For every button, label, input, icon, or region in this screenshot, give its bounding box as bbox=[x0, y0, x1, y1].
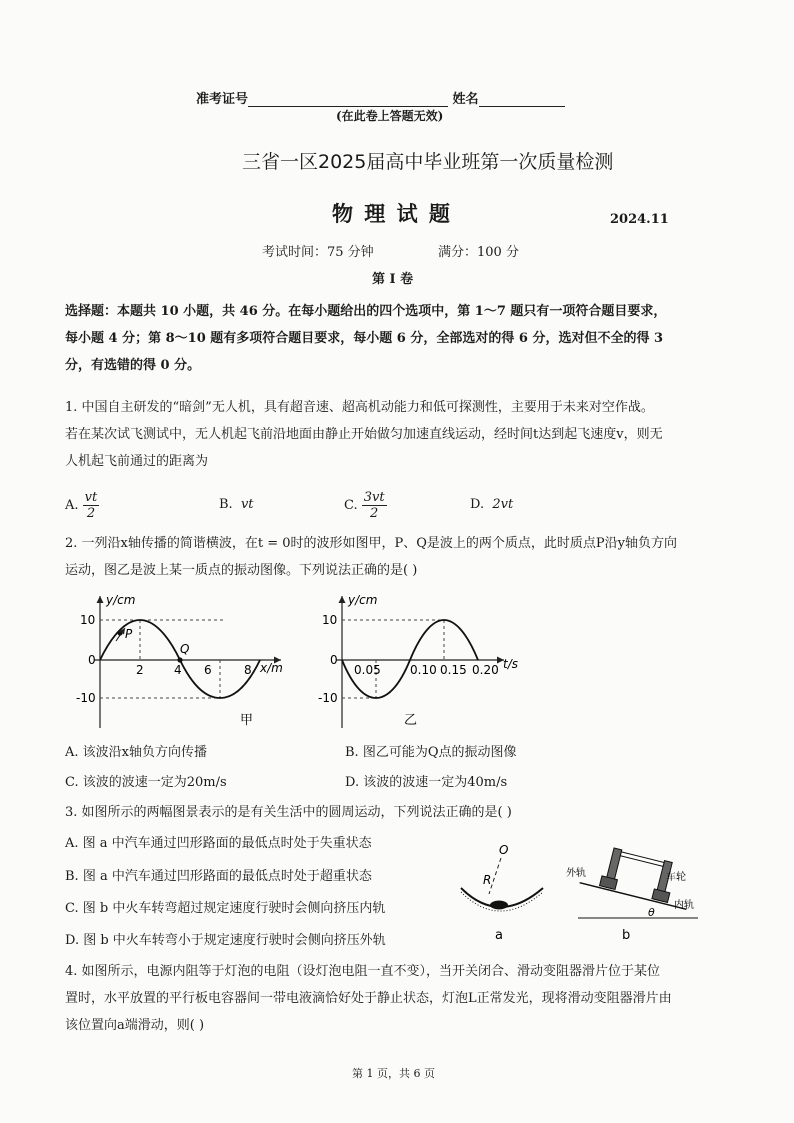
vibration-graph-b bbox=[316, 590, 516, 735]
point-q-marker bbox=[177, 657, 182, 662]
figure-caption: b bbox=[622, 928, 631, 943]
q3-option-a[interactable]: A. 图 a 中汽车通过凹形路面的最低点时处于失重状态 bbox=[65, 836, 372, 851]
question-4-line: 4. 如图所示，电源内阻等于灯泡的电阻（设灯泡电阻一直不变），当开关闭合、滑动变阻器滑片位于某位 bbox=[65, 964, 661, 979]
exam-date: 2024.11 bbox=[610, 212, 669, 227]
exam-number-row bbox=[196, 88, 565, 107]
q2-option-b[interactable]: B. 图乙可能为Q点的振动图像 bbox=[345, 745, 517, 760]
question-1-line: 1. 中国自主研发的“暗剑”无人机，具有超音速、超高机动能力和低可探测性，主要用于未来对空作战。 bbox=[65, 400, 654, 415]
slope-surface bbox=[580, 883, 687, 910]
question-2-line: 2. 一列沿x轴传播的简谐横波，在t = 0时的波形如图甲，P、Q是波上的两个质点，此时质点P沿y轴负方向 bbox=[65, 536, 678, 551]
q1-option-b[interactable] bbox=[219, 497, 254, 512]
fraction bbox=[362, 490, 387, 521]
q3-option-d[interactable]: D. 图 b 中火车转弯小于规定速度行驶时会侧向挤压外轨 bbox=[65, 933, 386, 948]
q1-option-c[interactable] bbox=[344, 490, 387, 521]
y-tick-label: 10 bbox=[80, 613, 96, 627]
instructions-line: 选择题：本题共 10 小题，共 46 分。在每小题给出的四个选项中，第 1～7 题只有一项符合题目要求， bbox=[65, 304, 667, 319]
volume-label: 第 I 卷 bbox=[372, 272, 414, 287]
radius-r-label: R bbox=[483, 873, 492, 887]
y-axis-label: y/cm bbox=[348, 593, 378, 607]
y-tick-label: 0 bbox=[88, 653, 96, 667]
option-letter: C. bbox=[344, 498, 358, 513]
option-text: 2vt bbox=[492, 497, 514, 512]
outer-rail-label: 外轨 bbox=[566, 868, 586, 879]
rail-inner bbox=[652, 889, 670, 903]
x-axis-label: x/m bbox=[260, 661, 283, 675]
x-tick-label: 0.15 bbox=[440, 663, 467, 677]
denominator: 2 bbox=[86, 506, 96, 521]
inner-rail-label: 内轨 bbox=[674, 900, 694, 911]
y-tick-label: -10 bbox=[318, 691, 338, 705]
x-axis-label: t/s bbox=[503, 657, 518, 671]
graph-caption: 甲 bbox=[240, 713, 254, 728]
exam-number-label: 准考证号 bbox=[196, 92, 249, 107]
subject-title: 物 理 试 题 bbox=[332, 201, 452, 226]
q2-option-c[interactable]: C. 该波的波速一定为20m/s bbox=[65, 775, 227, 790]
name-blank[interactable] bbox=[479, 92, 565, 107]
center-o-label: O bbox=[499, 843, 509, 857]
x-tick-label: 0.20 bbox=[472, 663, 499, 677]
numerator: 3vt bbox=[363, 490, 385, 505]
x-tick-label: 0.05 bbox=[354, 663, 381, 677]
q1-option-d[interactable] bbox=[470, 497, 513, 512]
page-footer: 第 1 页，共 6 页 bbox=[352, 1067, 435, 1080]
question-4 bbox=[65, 958, 725, 1039]
exam-full-score: 满分：100 分 bbox=[438, 245, 519, 260]
y-tick-label: 10 bbox=[322, 613, 338, 627]
instructions-line: 分，有选错的得 0 分。 bbox=[65, 358, 201, 373]
figure-b-train-turn bbox=[558, 836, 708, 946]
exam-title: 三省一区2025届高中毕业班第一次质量检测 bbox=[242, 151, 614, 173]
wheel-label: 车轮 bbox=[666, 872, 686, 883]
x-tick-label: 6 bbox=[204, 663, 212, 677]
x-tick-label: 0.10 bbox=[410, 663, 437, 677]
instructions-line: 每小题 4 分；第 8～10 题有多项符合题目要求，每小题 6 分，全部选对的得 6 分，选对但不全的得 3 bbox=[65, 331, 664, 346]
q3-option-c[interactable]: C. 图 b 中火车转弯超过规定速度行驶时会侧向挤压内轨 bbox=[65, 901, 386, 916]
option-text: vt bbox=[240, 497, 254, 512]
no-answer-note: (在此卷上答题无效) bbox=[336, 109, 444, 123]
axle bbox=[620, 852, 664, 867]
exam-time: 考试时间：75 分钟 bbox=[262, 245, 374, 260]
question-1-line: 若在某次试飞测试中，无人机起飞前沿地面由静止开始做匀加速直线运动，经时间t达到起飞速度v，则无 bbox=[65, 427, 663, 442]
question-1 bbox=[65, 394, 725, 475]
question-4-line: 置时，水平放置的平行板电容器间一带电液滴恰好处于静止状态，灯泡L正常发光，现将滑动变阻器滑片由 bbox=[65, 991, 672, 1006]
angle-theta-label: θ bbox=[648, 906, 655, 919]
q2-option-d[interactable]: D. 该波的波速一定为40m/s bbox=[345, 775, 508, 790]
car-icon bbox=[490, 901, 508, 910]
point-p-label: P bbox=[125, 627, 133, 641]
question-2 bbox=[65, 530, 725, 584]
wave-graph-a bbox=[76, 590, 301, 735]
q3-option-b[interactable]: B. 图 a 中汽车通过凹形路面的最低点时处于超重状态 bbox=[65, 869, 372, 884]
x-tick-label: 8 bbox=[244, 663, 252, 677]
question-1-line: 人机起飞前通过的距离为 bbox=[65, 454, 209, 469]
figure-caption: a bbox=[495, 928, 503, 943]
question-4-line: 该位置向a端滑动，则( ) bbox=[65, 1018, 205, 1033]
question-2-line: 运动，图乙是波上某一质点的振动图像。下列说法正确的是( ) bbox=[65, 563, 418, 578]
option-letter: D. bbox=[470, 497, 485, 512]
exam-number-blank[interactable] bbox=[248, 92, 448, 107]
x-tick-label: 4 bbox=[174, 663, 182, 677]
instructions bbox=[65, 298, 725, 379]
denominator: 2 bbox=[370, 506, 379, 521]
x-tick-label: 2 bbox=[136, 663, 144, 677]
q1-option-a[interactable] bbox=[65, 490, 99, 521]
numerator: vt bbox=[84, 490, 98, 505]
name-label: 姓名 bbox=[452, 92, 479, 107]
option-letter: A. bbox=[65, 498, 79, 513]
point-q-label: Q bbox=[180, 642, 190, 656]
fraction bbox=[83, 490, 100, 521]
figure-a-concave-road bbox=[455, 836, 550, 946]
option-letter: B. bbox=[219, 497, 233, 512]
q2-option-a[interactable]: A. 该波沿x轴负方向传播 bbox=[65, 745, 207, 760]
graph-caption: 乙 bbox=[404, 713, 418, 728]
y-axis-label: y/cm bbox=[106, 593, 136, 607]
y-tick-label: -10 bbox=[76, 691, 96, 705]
y-tick-label: 0 bbox=[330, 653, 338, 667]
vibration-curve bbox=[342, 620, 478, 698]
question-3: 3. 如图所示的两幅图景表示的是有关生活中的圆周运动，下列说法正确的是( ) bbox=[65, 805, 512, 820]
